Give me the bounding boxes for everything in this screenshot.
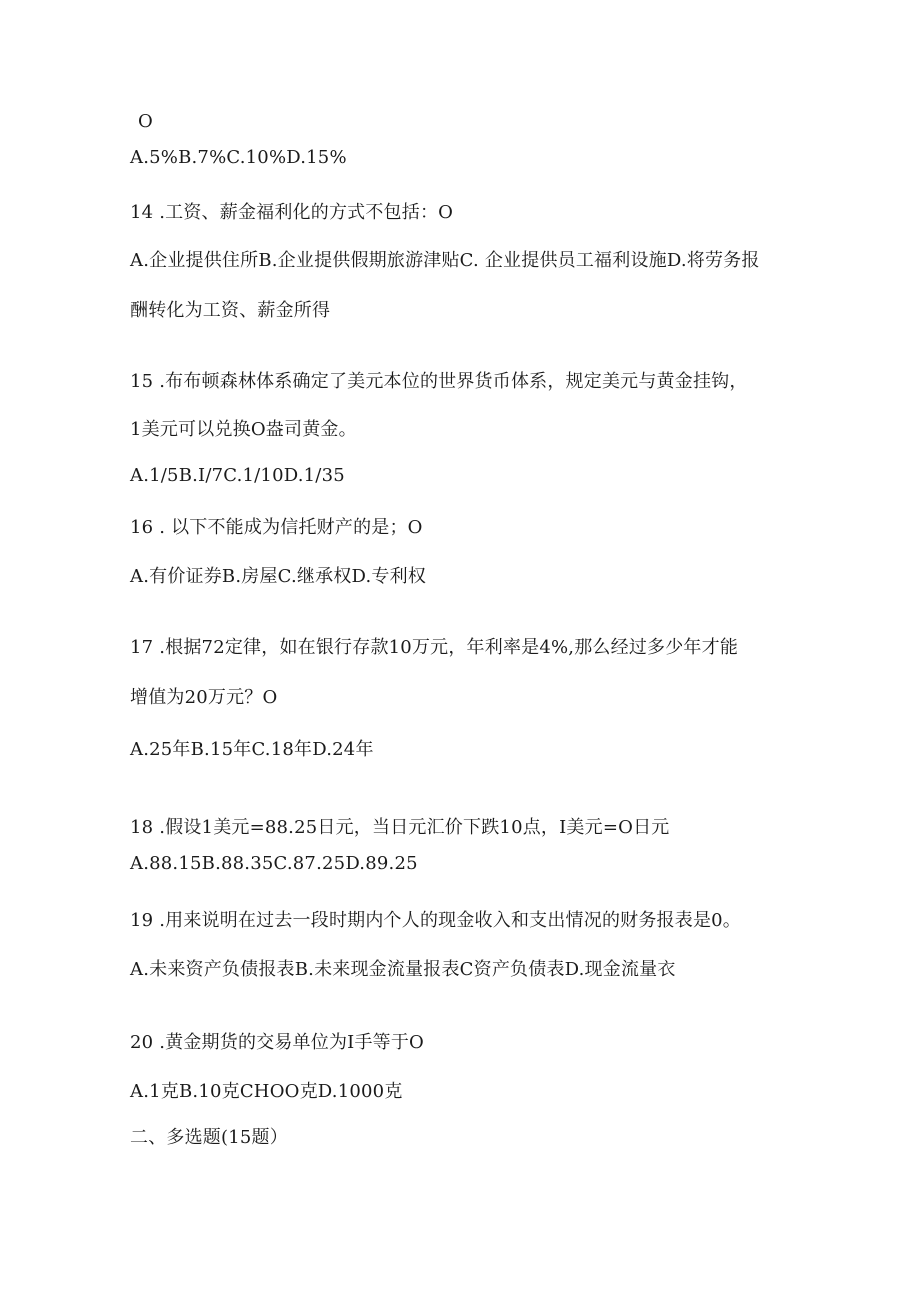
q17-options: A.25年B.15年C.18年D.24年 [130, 739, 374, 760]
q16-options: A.有价证券B.房屋C.继承权D.专利权 [130, 566, 427, 587]
q14-stem: 14 .工资、薪金福利化的方式不包括：O [130, 202, 454, 223]
q15-options: A.1/5B.I/7C.1/10D.1/35 [130, 465, 345, 486]
q13-blank: O [138, 111, 153, 132]
q17-stem-line2: 增值为20万元？O [130, 687, 278, 708]
q20-stem: 20 .黄金期货的交易单位为I手等于O [130, 1032, 425, 1053]
q13-options: A.5%B.7%C.10%D.15% [130, 147, 347, 168]
q19-options: A.未来资产负债报表B.未来现金流量报表C资产负债表D.现金流量衣 [130, 959, 676, 980]
q17-stem-line1: 17 .根据72定律，如在银行存款10万元，年利率是4%,那么经过多少年才能 [130, 637, 739, 658]
q15-stem-line2: 1美元可以兑换O盎司黄金。 [130, 419, 357, 440]
q20-options: A.1克B.10克CHOO克D.1000克 [130, 1081, 403, 1102]
q16-stem: 16 . 以下不能成为信托财产的是；O [130, 517, 423, 538]
q18-options: A.88.15B.88.35C.87.25D.89.25 [130, 853, 418, 874]
q18-stem: 18 .假设1美元=88.25日元，当日元汇价下跌10点，I美元=O日元 [130, 817, 670, 838]
q14-options-line1: A.企业提供住所B.企业提供假期旅游津贴C. 企业提供员工福利设施D.将劳务报 [130, 250, 760, 271]
q19-stem: 19 .用来说明在过去一段时期内个人的现金收入和支出情况的财务报表是0。 [130, 910, 741, 931]
q14-options-line2: 酬转化为工资、薪金所得 [130, 300, 331, 321]
q15-stem-line1: 15 .布布顿森林体系确定了美元本位的世界货币体系，规定美元与黄金挂钩， [130, 371, 748, 392]
section-heading: 二、多选题(15题） [130, 1127, 288, 1148]
